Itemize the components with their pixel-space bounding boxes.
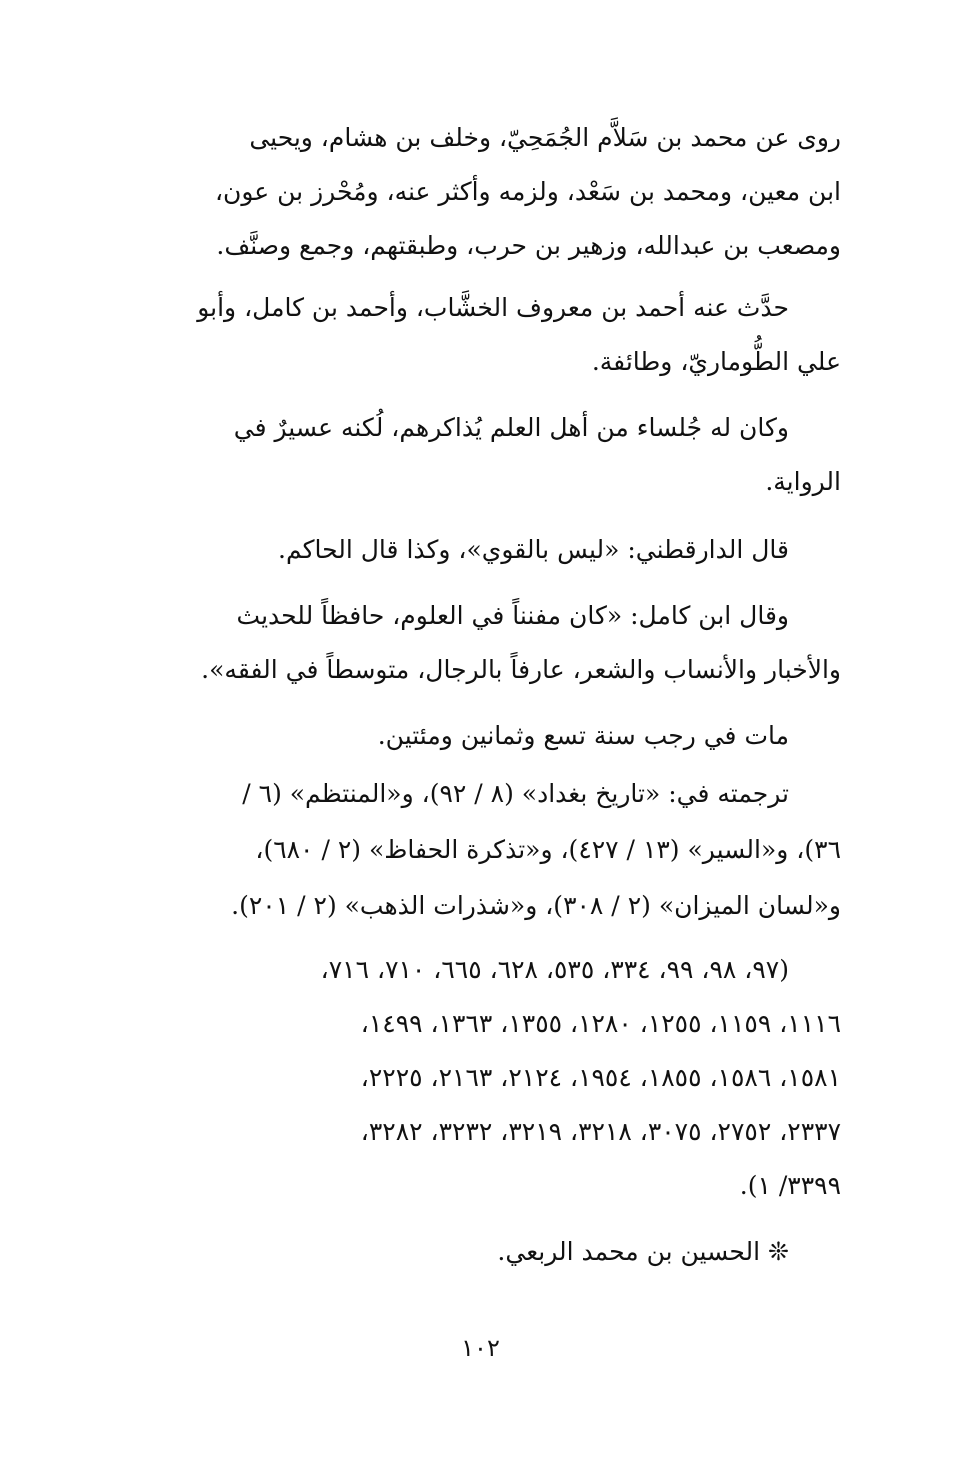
text-line: علي الطُّوماريّ، وطائفة. bbox=[591, 347, 841, 376]
text-line: مات في رجب سنة تسع وثمانين ومئتين. bbox=[377, 721, 789, 750]
text-line: ترجمته في: «تاريخ بغداد» (٨ / ٩٢)، و«المنتظم» (٦ / bbox=[242, 779, 789, 808]
text-line: والأخبار والأنساب والشعر، عارفاً بالرجال، متوسطاً في الفقه». bbox=[201, 655, 841, 684]
reference-numbers-line: (٩٧، ٩٨، ٩٩، ٣٣٤، ٥٣٥، ٦٢٨، ٦٦٥، ٧١٠، ٧١٦، bbox=[320, 955, 789, 984]
text-line: و«لسان الميزان» (٢ / ٣٠٨)، و«شذرات الذهب» (٢ / ٢٠١). bbox=[231, 891, 841, 920]
text-line: حدَّث عنه أحمد بن معروف الخشَّاب، وأحمد بن كامل، وأبو bbox=[197, 293, 789, 322]
text-line: ابن معين، ومحمد بن سَعْد، ولزمه وأكثر عنه، ومُحْرز بن عون، bbox=[214, 177, 841, 206]
reference-numbers-line: ١١١٦، ١١٥٩، ١٢٥٥، ١٢٨٠، ١٣٥٥، ١٣٦٣، ١٤٩٩، bbox=[360, 1009, 841, 1038]
text-line: روى عن محمد بن سَلاَّم الجُمَحِيّ، وخلف بن هشام، ويحيى bbox=[249, 123, 841, 152]
reference-numbers-line: ٢٣٣٧، ٢٧٥٢، ٣٠٧٥، ٣٢١٨، ٣٢١٩، ٣٢٣٢، ٣٢٨٢، bbox=[360, 1117, 841, 1146]
text-line: ٣٦)، و«السير» (١٣ / ٤٢٧)، و«تذكرة الحفاظ» (٢ / ٦٨٠)، bbox=[255, 835, 841, 864]
text-line: الرواية. bbox=[765, 467, 841, 496]
next-entry-heading: ❊ الحسين بن محمد الربعي. bbox=[497, 1237, 789, 1266]
text-line: قال الدارقطني: «ليس بالقوي»، وكذا قال الحاكم. bbox=[278, 535, 789, 564]
reference-numbers-line: ٣٣٩٩/ ١). bbox=[739, 1171, 841, 1200]
reference-numbers-line: ١٥٨١، ١٥٨٦، ١٨٥٥، ١٩٥٤، ٢١٢٤، ٢١٦٣، ٢٢٢٥، bbox=[360, 1063, 841, 1092]
text-line: وقال ابن كامل: «كان مفنناً في العلوم، حافظاً للحديث bbox=[236, 601, 789, 630]
page-number: ١٠٢ bbox=[461, 1334, 500, 1362]
text-line: وكان له جُلساء من أهل العلم يُذاكرهم، لُكنه عسيرٌ في bbox=[233, 413, 789, 442]
text-line: ومصعب بن عبدالله، وزهير بن حرب، وطبقتهم، وجمع وصنَّف. bbox=[216, 231, 841, 260]
